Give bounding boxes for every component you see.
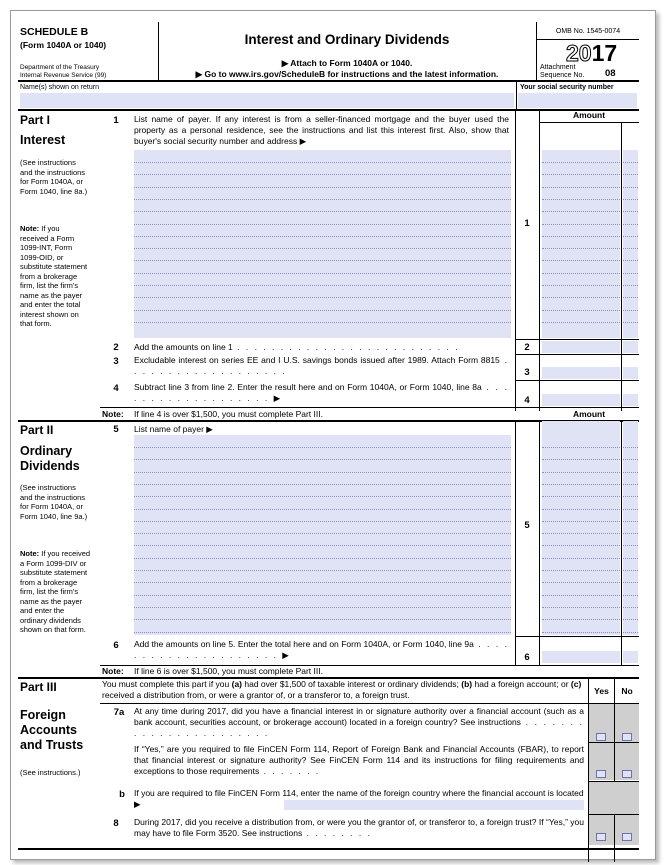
entry-rule — [623, 582, 638, 583]
entry-rule — [542, 297, 620, 298]
entry-rule — [542, 545, 620, 546]
entry-rule — [542, 224, 620, 225]
line6-amount-cents[interactable] — [623, 651, 638, 663]
part1-instructions: (See instructions and the instructions for Form 1040A, or Form 1040, line 8a.) — [20, 158, 88, 196]
entry-rule — [134, 558, 511, 559]
line1-text: List name of payer. If any interest is from a seller-financed mortgage and the buyer used the property as a personal residence, see the instructions and list this interest first. Also, show that buyer's social security number and address ▶ — [134, 114, 509, 146]
line4-amount-dollars[interactable] — [542, 394, 620, 406]
entry-rule — [134, 285, 511, 286]
entry-rule — [623, 248, 638, 249]
entry-rule — [134, 595, 511, 596]
entry-rule — [623, 459, 638, 460]
omb-number: OMB No. 1545-0074 — [555, 28, 621, 35]
line5-amount-dollars[interactable] — [542, 421, 620, 635]
line2-box-label: 2 — [524, 342, 530, 353]
entry-rule — [623, 199, 638, 200]
line4-box-label: 4 — [524, 395, 530, 406]
entry-rule — [623, 619, 638, 620]
entry-rule — [542, 472, 620, 473]
line6-amount-dollars[interactable] — [542, 651, 620, 663]
entry-rule — [623, 496, 638, 497]
line4-number: 4 — [113, 383, 119, 394]
tax-year — [566, 41, 617, 65]
entry-rule — [134, 484, 511, 485]
line7a-yes-checkbox[interactable] — [596, 733, 606, 741]
line7a-label: At any time during 2017, did you have a financial interest in or signature authority over a financial account (such as a bank account, securities account, or brokerage account) located in a foreign country? See instructions — [134, 706, 584, 727]
line7a-fincen-yes-checkbox[interactable] — [596, 770, 606, 778]
entry-rule — [542, 582, 620, 583]
schedule-b-form — [18, 22, 639, 862]
entry-rule — [542, 310, 620, 311]
no-column-header: No — [621, 686, 633, 696]
line5-box-label: 5 — [524, 520, 530, 531]
entry-rule — [542, 607, 620, 608]
line3-amount-cents[interactable] — [623, 367, 638, 379]
part2-note-bold: Note: — [20, 549, 40, 558]
line7b-shade — [589, 782, 639, 814]
line7a-fincen-question: If “Yes,” are you required to file FinCEN Form 114, Report of Foreign Bank and Financial Accounts (FBAR), to report that financial interest or signature authority? See FinCEN Form 114 and its instructions for filing requirements and exceptions to those requirements — [134, 744, 584, 776]
part2-label: Part II — [20, 423, 54, 437]
entry-rule — [542, 496, 620, 497]
part3-instructions: (See instructions.) — [20, 768, 81, 777]
entry-rule — [623, 484, 638, 485]
entry-rule — [542, 236, 620, 237]
entry-rule — [134, 260, 511, 261]
sequence-number: 08 — [605, 68, 616, 79]
line7b-text: If you are required to file FinCEN Form 114, enter the name of the foreign country where the financial account is located ▶ — [134, 788, 584, 809]
entry-rule — [134, 632, 511, 633]
entry-rule — [623, 174, 638, 175]
entry-rule — [542, 632, 620, 633]
line6-text: Add the amounts on line 5. Enter the total here and on Form 1040A, or Form 1040, line 9a . . . . . . . . . . . . . . . . . . . . . ▶ — [134, 639, 509, 660]
entry-rule — [623, 447, 638, 448]
line7a-no-checkbox[interactable] — [622, 733, 632, 741]
entry-rule — [542, 558, 620, 559]
line8-text: During 2017, did you receive a distribution from, or were you the grantor of, or transferor to, a foreign trust? If “Yes,” you may have to file Form 3520. See instructions . . . . . . . . — [134, 817, 584, 838]
entry-rule — [623, 236, 638, 237]
part1-note-bold: Note: — [20, 224, 40, 233]
entry-rule — [542, 595, 620, 596]
part2-title: Ordinary Dividends — [20, 444, 80, 473]
line8-yes-checkbox[interactable] — [596, 833, 606, 841]
entry-rule — [542, 509, 620, 510]
line6-box-label: 6 — [524, 652, 530, 663]
entry-rule — [542, 199, 620, 200]
entry-rule — [134, 211, 511, 212]
entry-rule — [134, 297, 511, 298]
entry-rule — [542, 260, 620, 261]
entry-rule — [134, 533, 511, 534]
entry-rule — [134, 248, 511, 249]
line7a-fincen-no-checkbox[interactable] — [622, 770, 632, 778]
part1-note-text-line: If line 4 is over $1,500, you must complete Part III. — [134, 409, 323, 419]
entry-rule — [623, 545, 638, 546]
part3-label: Part III — [20, 680, 57, 694]
part2-note-text-line: If line 6 is over $1,500, you must complete Part III. — [134, 666, 323, 676]
entry-rule — [623, 310, 638, 311]
entry-rule — [134, 174, 511, 175]
line8-number: 8 — [113, 818, 119, 829]
schedule-name: SCHEDULE B — [20, 26, 89, 38]
entry-rule — [542, 285, 620, 286]
line2-amount-dollars[interactable] — [542, 341, 620, 353]
entry-rule — [542, 162, 620, 163]
irs-label: Internal Revenue Service (99) — [20, 72, 107, 79]
entry-rule — [542, 273, 620, 274]
line2-text: Add the amounts on line 1 . . . . . . . . . . . . . . . . . . . . . . . . . . — [134, 342, 460, 352]
line6-number: 6 — [113, 640, 119, 651]
line3-text: Excludable interest on series EE and I U.S. savings bonds issued after 1989. Attach Form 8815 . . . . . . . . . . . . . . . . . . . — [134, 355, 509, 376]
entry-rule — [542, 533, 620, 534]
line4-label: Subtract line 3 from line 2. Enter the result here and on Form 1040A, or Form 1040, line 8a — [134, 382, 482, 392]
entry-rule — [623, 472, 638, 473]
line7a-number: 7a — [113, 707, 125, 718]
entry-rule — [134, 607, 511, 608]
instructions-link[interactable]: ▶ Go to www.irs.gov/ScheduleB for instructions and the latest information. — [195, 69, 499, 79]
attachment-label: Attachment — [540, 64, 576, 71]
sequence-label: Sequence No. — [540, 72, 585, 79]
entry-rule — [623, 533, 638, 534]
entry-rule — [542, 447, 620, 448]
entry-rule — [134, 472, 511, 473]
entry-rule — [134, 619, 511, 620]
tax-year-suffix: 17 — [591, 40, 618, 66]
names-shown-label: Name(s) shown on return — [20, 84, 99, 91]
line1-number: 1 — [113, 115, 119, 126]
line4-amount-cents[interactable] — [623, 394, 638, 406]
entry-rule — [134, 199, 511, 200]
line3-amount-dollars[interactable] — [542, 367, 620, 379]
part3-intro-a: You must complete this part if you — [102, 679, 232, 689]
entry-rule — [542, 187, 620, 188]
part2-instructions: (See instructions and the instructions for Form 1040A, or Form 1040, line 9a.) — [20, 483, 88, 521]
line7a-text: At any time during 2017, did you have a financial interest in or signature authority over a financial account (such as a bank account, securities account, or brokerage account) located in a foreign country? See instructions . . . . . . . . . . . . . . . . . . . . . . . — [134, 706, 584, 738]
line2-number: 2 — [113, 342, 119, 353]
line5-payer-list[interactable] — [134, 435, 511, 635]
entry-rule — [623, 558, 638, 559]
department-label: Department of the Treasury — [20, 64, 100, 71]
part1-amount-header: Amount — [572, 110, 606, 120]
entry-rule — [542, 248, 620, 249]
entry-rule — [542, 322, 620, 323]
entry-rule — [134, 509, 511, 510]
entry-rule — [542, 570, 620, 571]
part3-intro-b: (a) — [231, 679, 243, 689]
entry-rule — [542, 174, 620, 175]
entry-rule — [134, 582, 511, 583]
entry-rule — [623, 285, 638, 286]
entry-rule — [134, 459, 511, 460]
attach-instruction: ▶ Attach to Form 1040A or 1040. — [281, 58, 413, 68]
entry-rule — [623, 322, 638, 323]
line7a-text2: If “Yes,” are you required to file FinCEN Form 114, Report of Foreign Bank and Financial Accounts (FBAR), to report that financial interest or signature authority? See FinCEN Form 114 and its instructions for filing requirements and exceptions to those requirements . . . . . . . — [134, 744, 584, 776]
part2-note-label: Note: — [102, 666, 124, 676]
entry-rule — [623, 521, 638, 522]
entry-rule — [542, 459, 620, 460]
part3-intro-f: (c) — [570, 679, 582, 689]
part3-intro-c: had over $1,500 of taxable interest or ordinary dividends; — [242, 679, 462, 689]
entry-rule — [134, 187, 511, 188]
line5-amount-cents[interactable] — [623, 421, 638, 635]
entry-rule — [134, 236, 511, 237]
line5-number: 5 — [113, 424, 119, 435]
entry-rule — [623, 509, 638, 510]
entry-rule — [134, 162, 511, 163]
part3-intro-d: (b) — [461, 679, 473, 689]
line8-no-checkbox[interactable] — [622, 833, 632, 841]
part3-intro-g: received a distribution from, or were a grantor of, or a transferor to, a foreign trust. — [102, 690, 410, 700]
entry-rule — [134, 224, 511, 225]
entry-rule — [623, 273, 638, 274]
part1-label: Part I — [20, 113, 51, 127]
entry-rule — [134, 496, 511, 497]
part1-note — [20, 224, 90, 329]
entry-rule — [623, 260, 638, 261]
line2-label: Add the amounts on line 1 — [134, 342, 233, 352]
line4-text: Subtract line 3 from line 2. Enter the result here and on Form 1040A, or Form 1040, line 8a . . . . . . . . . . . . . . . . . . . ▶ — [134, 382, 510, 403]
line7b-country-input[interactable] — [284, 800, 584, 810]
entry-rule — [542, 619, 620, 620]
entry-rule — [134, 570, 511, 571]
entry-rule — [623, 211, 638, 212]
line2-amount-cents[interactable] — [623, 341, 638, 353]
line6-label: Add the amounts on line 5. Enter the total here and on Form 1040A, or Form 1040, line 9a — [134, 639, 474, 649]
entry-rule — [134, 322, 511, 323]
entry-rule — [134, 521, 511, 522]
ssn-label: Your social security number — [520, 84, 614, 91]
form-title: Interest and Ordinary Dividends — [244, 32, 450, 47]
entry-rule — [542, 521, 620, 522]
line5-text: List name of payer ▶ — [134, 424, 213, 434]
line8-label: During 2017, did you receive a distribution from, or were you the grantor of, or transferor to, a foreign trust? If “Yes,” you may have to file Form 3520. See instructions — [134, 817, 584, 838]
ssn-input[interactable] — [518, 93, 637, 108]
entry-rule — [134, 447, 511, 448]
entry-rule — [134, 545, 511, 546]
entry-rule — [623, 607, 638, 608]
entry-rule — [623, 570, 638, 571]
entry-rule — [542, 484, 620, 485]
entry-rule — [134, 273, 511, 274]
entry-rule — [623, 297, 638, 298]
entry-rule — [623, 595, 638, 596]
part3-intro — [102, 679, 588, 701]
entry-rule — [542, 211, 620, 212]
name-input[interactable] — [20, 93, 514, 108]
line1-box-label: 1 — [524, 218, 530, 229]
entry-rule — [623, 224, 638, 225]
part1-title: Interest — [20, 133, 66, 147]
part2-amount-header: Amount — [572, 409, 606, 419]
line7b-number: b — [119, 789, 125, 800]
form-reference: (Form 1040A or 1040) — [20, 40, 107, 50]
tax-year-prefix: 20 — [566, 40, 592, 66]
entry-rule — [623, 162, 638, 163]
entry-rule — [623, 187, 638, 188]
line3-box-label: 3 — [524, 367, 530, 378]
part3-intro-e: had a foreign account; or — [472, 679, 571, 689]
part2-note — [20, 549, 92, 635]
part1-note-text: If you received a Form 1099-INT, Form 1099-OID, or substitute statement from a brokerage firm, list the firm's name as the payer and enter the total interest shown on that form. — [20, 224, 88, 328]
part1-note-label: Note: — [102, 409, 124, 419]
yes-column-header: Yes — [594, 686, 609, 696]
entry-rule — [623, 632, 638, 633]
line3-number: 3 — [113, 356, 119, 367]
part2-note-text: If you received a Form 1099-DIV or substitute statement from a brokerage firm, list the firm's name as the payer and enter the ordinary dividends shown on that form. — [20, 549, 91, 634]
line3-label: Excludable interest on series EE and I U.S. savings bonds issued after 1989. Attach Form 8815 — [134, 355, 500, 365]
entry-rule — [134, 310, 511, 311]
part3-title: Foreign Accounts and Trusts — [20, 708, 84, 752]
